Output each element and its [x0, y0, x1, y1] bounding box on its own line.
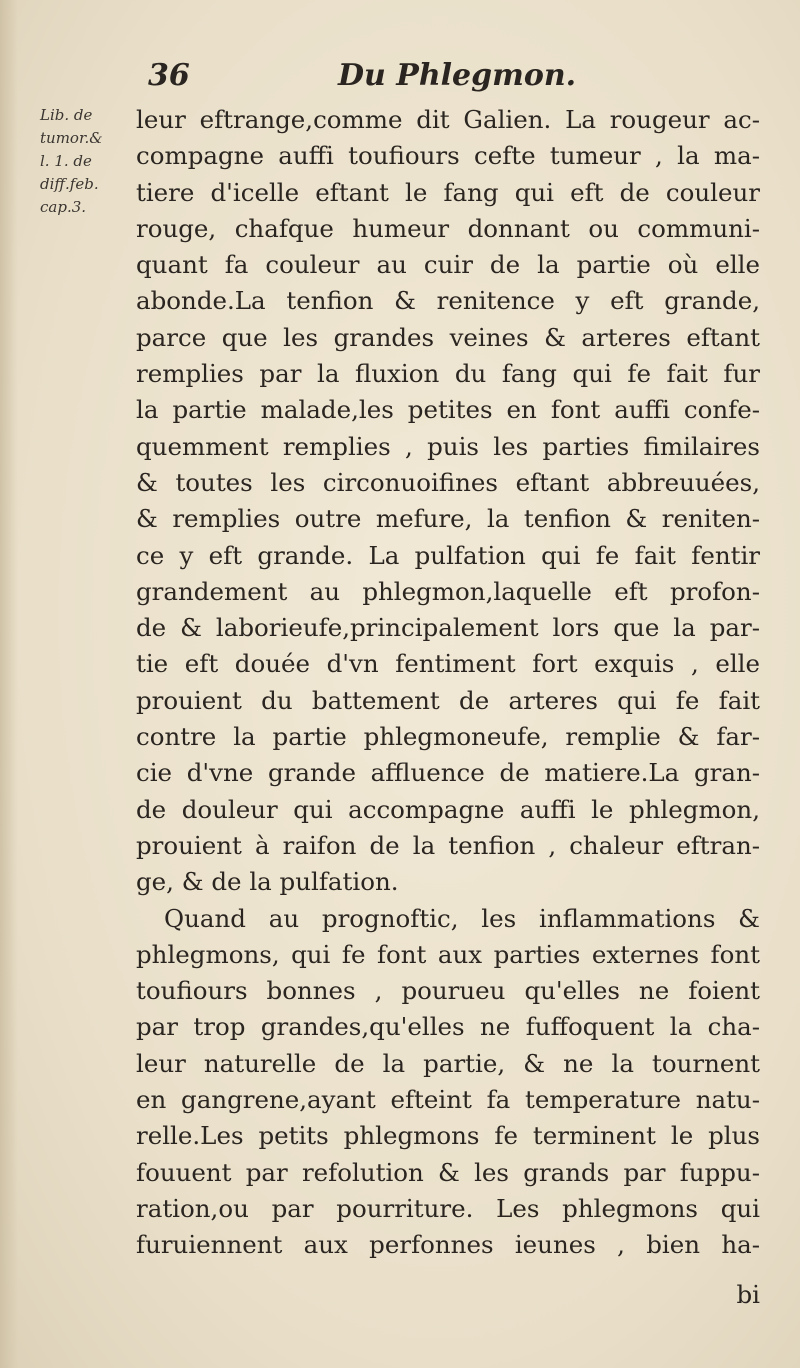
text-line: quant fa couleur au cuir de la partie où elle [136, 250, 760, 280]
text-line: rouge, chafque humeur donnant ou communi- [136, 213, 760, 243]
text-line: ge, & de la pulfation. [136, 867, 399, 897]
page-gutter-shadow [0, 0, 18, 1368]
margin-note-line: cap.3. [40, 198, 87, 216]
text-line: quemment remplies , puis les parties fimilaires [136, 431, 760, 461]
margin-note-line: Lib. de [40, 106, 93, 124]
catchword: bi [736, 1280, 760, 1309]
text-line: de douleur qui accompagne auffi le phlegmon, [136, 794, 760, 824]
text-line: ration,ou par pourriture. Les phlegmons qui [136, 1193, 760, 1223]
page-number: 36 [148, 58, 190, 93]
text-line: grandement au phlegmon,laquelle eft profon- [136, 576, 760, 606]
text-line: relle.Les petits phlegmons fe terminent le plus [136, 1121, 760, 1151]
text-line: la partie malade,les petites en font auffi confe- [136, 395, 760, 425]
text-line: & toutes les circonuoifines eftant abbreuuées, [136, 467, 760, 497]
text-line: leur naturelle de la partie, & ne la tournent [136, 1048, 760, 1078]
text-line: contre la partie phlegmoneufe, remplie & far- [136, 722, 760, 752]
text-line: furuiennent aux perfonnes ieunes , bien ha- [136, 1230, 760, 1260]
text-line: de & laborieufe,principalement lors que la par- [136, 613, 760, 643]
text-line: fouuent par refolution & les grands par fuppu- [136, 1157, 760, 1187]
text-line: en gangrene,ayant efteint fa temperature natu- [136, 1085, 760, 1115]
text-line: remplies par la fluxion du fang qui fe fait fur [136, 359, 760, 389]
text-line: Quand au prognoftic, les inflammations & [164, 903, 760, 933]
margin-note-line: diff.feb. [40, 175, 99, 193]
text-line: cie d'vne grande affluence de matiere.La gran- [136, 758, 760, 788]
text-line: tiere d'icelle eftant le fang qui eft de couleur [136, 177, 760, 207]
margin-note-line: tumor.& [40, 129, 103, 147]
text-line: ce y eft grande. La pulfation qui fe fait fentir [136, 540, 760, 570]
running-title: Du Phlegmon. [338, 58, 577, 93]
body-text [136, 102, 760, 1264]
text-line: toufiours bonnes , pourueu qu'elles ne foient [136, 976, 760, 1006]
page-header [148, 58, 768, 98]
margin-note-line: l. 1. de [40, 152, 92, 170]
text-line: leur eftrange,comme dit Galien. La rougeur ac- [136, 105, 760, 134]
text-line: phlegmons, qui fe font aux parties externes font [136, 939, 760, 969]
text-line: prouient à raifon de la tenfion , chaleur eftran- [136, 830, 760, 860]
text-line: compagne auffi toufiours cefte tumeur , la ma- [136, 141, 760, 171]
text-line: par trop grandes,qu'elles ne fuffoquent la cha- [136, 1012, 760, 1042]
text-line: tie eft douée d'vn fentiment fort exquis , elle [136, 649, 760, 679]
text-line: parce que les grandes veines & arteres eftant [136, 322, 760, 352]
text-line: prouient du battement de arteres qui fe fait [136, 685, 760, 715]
margin-note [40, 104, 130, 219]
text-line: abonde.La tenfion & renitence y eft grande, [136, 286, 760, 316]
text-line: & remplies outre mefure, la tenfion & reniten- [136, 504, 760, 534]
